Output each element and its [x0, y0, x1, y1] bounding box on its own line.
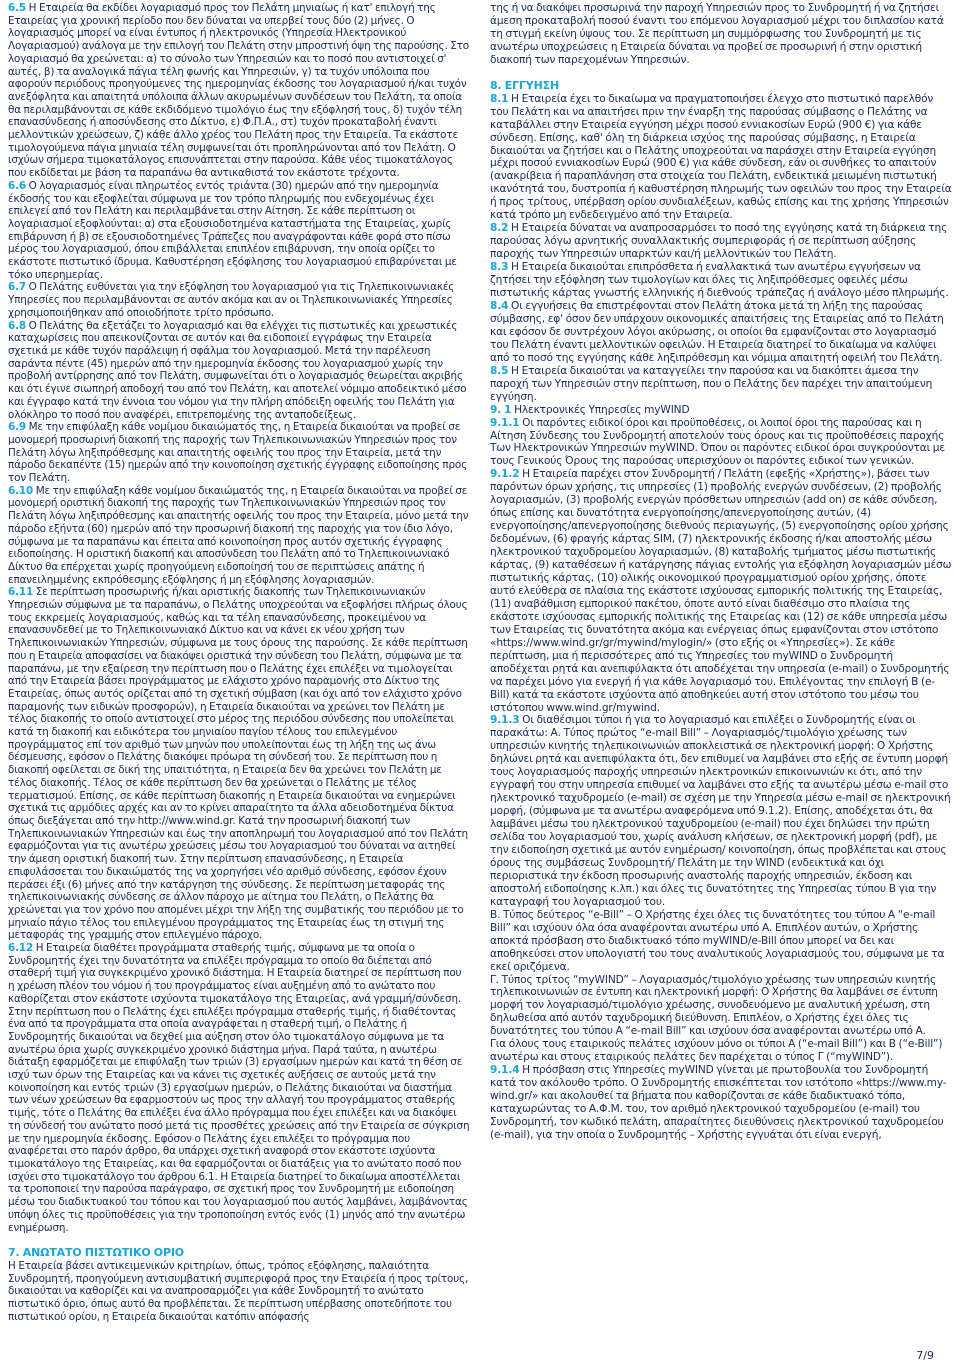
clause-paragraph: [490, 404, 952, 417]
clause-paragraph: [8, 281, 470, 319]
spacer: [490, 67, 952, 80]
clause-text: Η Εταιρεία δύναται να αναπροσαρμόσει το ποσό της εγγύησης κατά τη διάρκεια της παρούσας λόγω αρνητικής συναλλακτικής συμπεριφοράς ή σε περίπτωση αύξησης παροχής των Υπηρεσιών υπαρκτών και/ή μελλοντικών του Πελάτη.: [490, 222, 948, 261]
clause-number: 6.8: [8, 319, 26, 332]
clause-paragraph: [8, 421, 470, 485]
clause-number: 6.7: [8, 281, 26, 294]
clause-text: Με την επιφύλαξη κάθε νομίμου δικαιώματός της, η Εταιρεία δικαιούται να προβεί σε μονομερή προσωρινή διακοπή της παροχής των Τηλεπικοινωνιακών Υπηρεσιών προς τον Πελάτη λόγω ληξιπρόθεσμης και απαιτητής οφειλής του προς την Εταιρεία, μετά την πάροδο δεκαπέντε (15) ημερών από την κοινοποίηση σχετικής έγγραφης ειδοποίησης προς τον Πελάτη.: [8, 421, 468, 485]
clause-paragraph: [8, 320, 470, 422]
clause-number: 8.1: [490, 92, 509, 105]
clause-paragraph: [8, 942, 470, 1234]
page-number: 7/9: [916, 1349, 934, 1362]
clause-paragraph: [490, 417, 952, 469]
clause-number: 8.4: [490, 299, 509, 312]
clause-text: Ο Πελάτης θα εξετάζει το λογαριασμό και θα ελέγχει τις πιστωτικές και χρεωστικές καταχωρίσεις που απεικονίζονται σε αυτόν και θα ειδοποιεί εγγράφως την Εταιρεία σχετικά με κάθε τυχόν παράλειψη ή σφάλμα του λογαριασμού. Μετά την παρέλευση σαράντα πέντε (45) ημερών από την ημερομηνία έκδοσης του λογαριασμού χωρίς την προβολή αντίρρησης από τον Πελάτη, συμφωνείται ότι ο λογαριασμός θεωρείται ακριβής και ότι έγινε σιωπηρή αποδοχή του από τον Πελάτη, και αποτελεί νόμιμο αποδεικτικό μέσο και έγγραφο κατά την έννοια του νόμου για την πλήρη απόδειξη οφειλής του Πελάτη για ολόκληρο το ποσό που αναφέρει, επιτρεπομένης της ανταποδείξεως.: [8, 319, 467, 421]
clause-text: Οι εγγυήσεις θα επιστρέφονται στον Πελάτη άτοκα μετά τη λήξη της παρούσας σύμβασης, εφ' όσον δεν υπάρχουν οικονομικές απαιτήσεις της Εταιρείας από το Πελάτη και εφόσον δε συντρέχουν λόγοι ακύρωσης, οι οποίοι θα εμφανίζονται στο λογαριασμό του Πελάτη έναντι μελλοντικών οφειλών. Η Εταιρεία διατηρεί το δικαίωμα να καλύψει από το ποσό της εγγύησης κάθε ληξιπρόθεσμη και νόμιμα απαιτητή οφειλή του Πελάτη.: [490, 299, 944, 364]
clause-number: 9.1.1: [490, 416, 520, 429]
section-8-title: 8. ΕΓΓΥΗΣΗ: [490, 78, 560, 92]
document-page: [8, 0, 952, 1364]
section-7-text: Η Εταιρεία βάσει αντικειμενικών κριτηρίων, όπως, τρόπος εξόφλησης, παλαιότητα Συνδρομητή, προηγούμενη αντισυμβατική συμπεριφορά προς την Εταιρεία ή προς τρίτους, δικαιούται να καθορίζει και να αναπροσαρμόζει για κάθε Συνδρομητή το ανώτατο πιστωτικό όριο, όπως αυτό θα προβλέπεται. Σε περίπτωση υπέρβασης οποτεδήποτε του πιστωτικού ορίου, η Εταιρεία δικαιούται κατόπιν απόφασής: [8, 1259, 469, 1323]
clause-text: Η Εταιρεία παρέχει στον Συνδρομητή / Πελάτη (εφεξής «Χρήστης»), βάσει των παρόντων όρων χρήσης, τις υπηρεσίες (1) προβολής ενεργών συνδέσεων, (2) προβολής λογαριασμών, (3) προβολής ενεργών πρόσθετων υπηρεσιών (add on) σε κάθε σύνδεση, όπως επίσης και δυνατότητα ενεργοποίησης/απενεργοποίησης αυτών, (4) ενεργοποίησης/απενεργοποίησης διεθνούς περιαγωγής, (5) ενεργοποίησης ορίου χρήσης δεδομένων, (6) φραγής κάρτας SIM, (7) ηλεκτρονικής έκδοσης ή/και αποστολής μέσω ηλεκτρονικού ταχυδρομείου λογαριασμών, (8) καταβολής τμήματος μέσω πιστωτικής κάρτας, (9) καταθέσεων ή κατάργησης πάγιας εντολής για εξόφληση λογαριασμών μέσω πιστωτικής κάρτας, (10) ολικής οικονομικού προγραμματισμού ορίου χρήσης, όποτε αυτό ελεύθερα σε πλαίσια της εκάστοτε ισχύουσας εμπορικής πολιτικής της Εταιρείας, (11) αναβάθμιση εμπορικού πακέτου, όποτε αυτό είναι διαθέσιμο στο πλαίσια της εκάστοτε ισχύουσας εμπορικής πολιτικής της Εταιρείας και (12) σε κάθε υπηρεσία μέσω των Εταιρείας τις δυνατότητα ακόμα και ενέργειας όπως εμφανίζονται στον ιστότοπο «https://www.wind.gr/gr/mywind/mylogin/» (στο εξής οι «Υπηρεσίες»). Σε κάθε περίπτωση, μια ή περισσότερες από τις Υπηρεσίες του myWIND ο Συνδρομητή αποδέχεται ρητά και ανεπιφύλακτα ότι αποδέχεται την υπηρεσία (e-mail) ο Συνδρομητής να παρέχει μόνο για ενεργή ή για κάθε λογαριασμό του. Επιλέγοντας την επιλογή Β (e-Bill) κατά τα εκάστοτε ισχύοντα από αποθηκεύει αυτή στον ιστότοπο του μέσω του ιστότοπου www.wind.gr/mywind.: [490, 468, 952, 714]
clause-paragraph: [490, 261, 952, 300]
clause-paragraph: [490, 714, 952, 908]
clause-number: 6.10: [8, 484, 34, 497]
clause-paragraph: [490, 365, 952, 404]
section-9-clauses: [490, 404, 952, 1142]
clause-paragraph: [490, 222, 952, 261]
clause-number: 9.1.4: [490, 1064, 520, 1077]
clause-number: 6.9: [8, 421, 26, 434]
clause-paragraph: [8, 2, 470, 180]
clause-number: 9.1.3: [490, 714, 520, 727]
left-column: [8, 2, 470, 1323]
clause-number: 9. 1: [490, 403, 512, 416]
clause-number: 8.2: [490, 222, 509, 235]
clause-text: Οι διαθέσιμοι τύποι ή για το λογαριασμό και επιλέξει ο Συνδρομητής είναι οι παρακάτω: Α. Τύπος πρώτος “e-mail Bill” – Λογαριασμός/τιμολόγιο χρέωσης των υπηρεσιών κινητής τηλεπικοινωνιών αποκλειστικά σε ηλεκτρονική μορφή: Ο Χρήστης δηλώνει ρητά και ανεπιφύλακτα ότι, δεν επιθυμεί να λαμβάνει στο εξής σε έντυπη μορφή τους λογαριασμούς παροχής υπηρεσιών ηλεκτρονικών επικοινωνιών κι ότι, από την εγγραφή του στην υπηρεσία επιθυμεί να λαμβάνει στο εξής τα ανωτέρω μέσω e-mail στο ηλεκτρονικό ταχυδρομείο (e-mail) σε σχέση με την Υπηρεσία μέσω e-mail σε ηλεκτρονική μορφή, (σύμφωνα με τα ανωτέρω αναφερόμενα υπό 9.1.2). Επίσης, αποδέχεται ότι, θα λαμβάνει μέσω του ηλεκτρονικού ταχυδρομείου (e-mail) που έχει δηλώσει την πρώτη σελίδα του λογαριασμού του, χωρίς ανάλυση κλήσεων, σε ηλεκτρονική μορφή (pdf), με την ειδοποίηση σχετικά με αυτόν ενημέρωση/ κοινοποίηση, όπως προβλέπεται και στους όρους της συμβάσεως Συνδρομητή/ Πελάτη με την WIND (ενδεικτικά και όχι περιοριστικά την έκδοση προσωρινής αναστολής παροχής υπηρεσιών, έκδοση και αποστολή ειδοποίησης κ.λπ.) και όλες τις δυνατότητες της Υπηρεσίας τύπου Β για την καταγραφή του λογαριασμού του.: [490, 714, 951, 908]
clause-paragraph: [490, 1038, 952, 1064]
clause-text: Β. Τύπος δεύτερος “e-Bill” – Ο Χρήστης έχει όλες τις δυνατότητες του τύπου Α “e-mail Bill” και ισχύουν όλα όσα αναφέρονται ανωτέρω υπό Α. Επιπλέον αυτών, ο Χρήστης αποκτά πρόσβαση στο διαδικτυακό τόπο myWIND/e-Bill όπου μπορεί να δει και αποθηκεύσει στον υπολογιστή του τους αναλυτικούς λογαριασμούς του, σύμφωνα με τα εκεί οριζόμενα.: [490, 908, 945, 973]
clause-paragraph: [8, 180, 470, 282]
clause-text: Η Εταιρεία δικαιούται επιπρόσθετα ή εναλλακτικά των ανωτέρω εγγυήσεων να ζητήσει την εξόφληση των τιμολογίων και όλες τις ληξιπρόθεσμες οφειλές μέσω πιστωτικής κάρτας γνωστής ελληνικής ή διεθνούς τράπεζας ή ανάλογο μέσο πληρωμής.: [490, 261, 949, 300]
clause-text: Η πρόσβαση στις Υπηρεσίες myWIND γίνεται με πρωτοβουλία του Συνδρομητή κατά τον ακόλουθο τρόπο. Ο Συνδρομητής επισκέπτεται τον ιστότοπο «https://www.my-wind.gr/» και ακολουθεί τα βήματα που καθορίζονται σε κάθε διαδικτυακό τόπο, καταχωρώντας το Α.Φ.Μ. του, τον αριθμό ηλεκτρονικού ταχυδρομείου (e-mail) του Συνδρομητή, τον κωδικό πελάτη, απαραίτητες διευθύνσεις ηλεκτρονικού ταχυδρομείου (e-mail), για την οποία ο Συνδρομητής – Χρήστης εγγυάται ότι είναι ενεργή,: [490, 1064, 947, 1141]
clause-number: 8.3: [490, 261, 509, 274]
clause-paragraph: [490, 300, 952, 365]
clause-paragraph: [490, 93, 952, 223]
clause-text: Ηλεκτρονικές Υπηρεσίες myWIND: [511, 403, 690, 416]
clause-paragraph: [8, 485, 470, 587]
clause-paragraph: [490, 1064, 952, 1142]
right-column-intro: της ή να διακόψει προσωρινά την παροχή Υπηρεσιών προς το Συνδρομητή ή να ζητήσει άμεση προκαταβολή ποσού έναντι του επόμενου λογαριασμού μέχρι του διπλασίου κατά τη στιγμή εκείνη ύψους του. Σε περίπτωση μη συμμόρφωσης του Συνδρομητή με τις ανωτέρω υποχρεώσεις η Εταιρεία δύναται να προβεί σε προσωρινή ή στην οριστική διακοπή των παρεχομένων Υπηρεσιών.: [490, 2, 944, 66]
clause-text: Η Εταιρεία δικαιούται να καταγγείλει την παρούσα και να διακόπτει άμεσα την παροχή των Υπηρεσιών στην περίπτωση, που ο Πελάτης δεν παρέχει την απαιτούμενη εγγύηση.: [490, 364, 933, 403]
clause-text: Σε περίπτωση προσωρινής ή/και οριστικής διακοπής των Τηλεπικοινωνιακών Υπηρεσιών σύμφωνα με τα παραπάνω, ο Πελάτης υποχρεούται να εξοφλήσει πλήρως όλους τους εκκρεμείς λογαριασμούς, καθώς και τα τέλη επανασύνδεσης, προκειμένου να επανασυνδεθεί με το Τηλεπικοινωνιακό Δίκτυο και να κάνει εκ νέου χρήση των Τηλεπικοινωνιακών Υπηρεσιών, σύμφωνα με τους όρους της παρούσης. Σε κάθε περίπτωση που η Εταιρεία αποφασίσει να διακόψει οριστικά την σύνδεση του Πελάτη, σύμφωνα με τα παραπάνω, με την εξαίρεση την περίπτωση που ο Πελάτης έχει επιλέξει να τιμολογείται από την Εταιρεία βάσει προγράμματος με ελάχιστο χρόνο παραμονής στο Δίκτυο της Εταιρείας, όπως αυτός ορίζεται από τη σχετική σύμβαση (και όχι από τον ελάχιστο χρόνο παραμονής των ειδικών προσφορών), η Εταιρεία δικαιούται να χρεώνει τον Πελάτη με τέλος διακοπής το οποίο αντιστοιχεί στο μέρος της περιόδου σύνδεσης που υπολείπεται κατά τη διακοπή και ειδικότερα του μηνιαίου παγίου τέλους του επιλεγμένου προγράμματος επί τον αριθμό των μηνών που υπολείπονται έως τη λήξη της ως άνω δέσμευσης, εφόσον ο Πελάτης διακόψει πρόωρα τη σύνδεσή του. Σε περίπτωση που η διακοπή οφείλεται σε δική της υπαιτιότητα, η Εταιρεία δεν θα χρεώνει τον Πελάτη με τέλος διακοπής. Τέλος σε κάθε περίπτωση δεν θα χρεώνεται ο Πελάτης με τέλος τερματισμού. Επίσης, σε κάθε περίπτωση διακοπής η Εταιρεία δικαιούται να ενημερώνει σχετικά τις αρμόδιες αρχές και αν το κρίνει απαραίτητο τα άλλα αδειοδοτημένα δίκτυα όπως διεξάγεται από την http://www.wind.gr. Κατά την προσωρινή διακοπή των Τηλεπικοινωνιακών Υπηρεσιών και έως την αποπληρωμή του λογαριασμού από τον Πελάτη εφαρμόζονται για τις ανωτέρω χρεώσεις μέσω του λογαριασμού του δύναται να αιτηθεί την άμεση οριστική διακοπή των. Στην περίπτωση επανασύνδεσης, η Εταιρεία επιφυλάσσεται του δικαιώματός της να χορηγήσει νέο αριθμό σύνδεσης, εφόσον έχουν περάσει έξι (6) μήνες από την κατάργηση της σύνδεσης. Σε περίπτωση μεταφοράς της τηλεπικοινωνιακής σύνδεσης σε άλλον πάροχο με αίτημα του Πελάτη, ο Πελάτης θα χρεώνεται για τον χρόνο που απομένει μέχρι την λήξη της συμβατικής του περιόδου με το μηνιαίο πάγιο τέλος του επιλεγμένου προγράμματος της Εταιρείας έως τη στιγμή της μεταφοράς της γραμμής στον επιλεγμένο πάροχο.: [8, 586, 468, 942]
clause-number: 6.12: [8, 942, 34, 955]
clause-text: Ο Πελάτης ευθύνεται για την εξόφληση του λογαριασμού για τις Τηλεπικοινωνιακές Υπηρεσίες που περιλαμβάνονται σε αυτόν ακόμα και αν οι Τηλεπικοινωνιακές Υπηρεσίες χρησιμοποιήθηκαν από οποιοδήποτε τρίτο πρόσωπο.: [8, 281, 455, 319]
clause-number: 8.5: [490, 364, 509, 377]
clause-text: Οι παρόντες ειδικοί όροι και προϋποθέσεις, οι λοιποί όροι της παρούσας και η Αίτηση Σύνδεσης του Συνδρομητή αποτελούν τους όρους και τις προϋποθέσεις παροχής Των Ηλεκτρονικών Υπηρεσιών myWIND. Όπου οι παρόντες ειδικοί όροι συγκρούονται με τους Γενικούς Όρους της παρούσας υπερισχύουν οι παρόντες ειδικοί των γενικών.: [490, 416, 945, 468]
clause-text: Ο λογαριασμός είναι πληρωτέος εντός τριάντα (30) ημερών από την ημερομηνία έκδοσής του και εξοφλείται σύμφωνα με τον τρόπο πληρωμής που ενδεχομένως έχει επιλεγεί από τον Πελάτη και περιλαμβάνεται στην Αίτηση. Σε κάθε περίπτωση οι λογαριασμοί εξοφλούνται: α) στα εξουσιοδοτημένα καταστήματα της Εταιρείας, χωρίς επιβάρυνση ή β) σε εξουσιοδοτημένες Τράπεζες που αναγράφονται κάθε φορά στο πίσω μέρος του λογαριασμού, όπου επιβάλλεται επιπλέον επιβάρυνση, την οποία ορίζει το εκάστοτε πιστωτικό ίδρυμα. Καθυστέρηση εξόφλησης του λογαριασμού επιβαρύνεται με τόκο υπερημερίας.: [8, 179, 457, 281]
left-clauses: [8, 2, 470, 1234]
clause-text: Για όλους τους εταιρικούς πελάτες ισχύουν μόνο οι τύποι Α (“e-mail Bill”) και Β (“e-Bill”) ανωτέρω και στους εταιρικούς πελάτες δεν παρέχεται ο τύπος Γ (“myWIND”).: [490, 1038, 943, 1064]
right-column: [490, 2, 952, 1142]
clause-number: 6.6: [8, 179, 26, 192]
clause-paragraph: [490, 909, 952, 974]
clause-text: Με την επιφύλαξη κάθε νομίμου δικαιώματός της, η Εταιρεία δικαιούται να προβεί σε μονομερή οριστική διακοπή της παροχής των Τηλεπικοινωνιακών Υπηρεσιών προς τον Πελάτη λόγω ληξιπρόθεσμης και απαιτητής οφειλής του προς την Εταιρεία, μόνο μετά την πάροδο εξήντα (60) ημερών από την προσωρινή διακοπή της παροχής για τον ίδιο λόγο, σύμφωνα με τα παραπάνω και έπειτα από κοινοποίηση προς αυτόν σχετικής έγγραφης ειδοποίησης. Η οριστική διακοπή και αποσύνδεση του Πελάτη από το Τηλεπικοινωνιακό Δίκτυο θα επέρχεται χωρίς προηγούμενη ειδοποίησή του σε περιπτώσεις απάτης ή επανειλημμένης εκπρόθεσμης εξόφλησης ή μη εξόφλησης λογαριασμών.: [8, 484, 469, 586]
clause-number: 6.11: [8, 586, 34, 599]
section-7-title: 7. ΑΝΩΤΑΤΟ ΠΙΣΤΩΤΙΚΟ ΟΡΙΟ: [8, 1246, 185, 1260]
clause-text: Η Εταιρεία έχει το δικαίωμα να πραγματοποιήσει έλεγχο στο πιστωτικό παρελθόν του Πελάτη και να απαιτήσει πριν την έναρξη της παρούσας σύμβασης ο Πελάτης να καταβάλλει στην Εταιρεία εγγύηση μέχρι ποσού εννιακοσίων Ευρώ (900 €) για κάθε σύνδεση. Επίσης, καθ' όλη τη διάρκεια ισχύος της παρούσας σύμβασης, η Εταιρεία δικαιούται να ζητήσει και ο Πελάτης υποχρεούται να παράσχει στην Εταιρεία εγγύηση μέχρι ποσού εννιακοσίων Ευρώ (900 €) για κάθε σύνδεση, εάν οι συνθήκες το απαιτούν (ανακρίβεια ή παραπλάνηση στα στοιχεία του Πελάτη, ενδεικτικά μειωμένη πιστωτική ικανότητά του, δυστροπία ή καθυστέρηση πληρωμής των οφειλών του προς την Εταιρεία ή προς τρίτους, υπέρβαση ορίου συνδιαλέξεων, καθώς επίσης και της χρήσης Υπηρεσιών κατά τρόπο μη ενδεδειγμένο από την Εταιρεία.: [490, 92, 952, 222]
clause-text: Γ. Τύπος τρίτος “myWIND” – Λογαριασμός/τιμολόγιο χρέωσης των υπηρεσιών κινητής τηλεπικοινωνιών σε έντυπη και ηλεκτρονική μορφή: Ο Χρήστης θα λαμβάνει σε έντυπη μορφή τον λογαριασμό/τιμολόγιο χρέωσης, συνοδευόμενο με αναλυτική χρέωση, στη δηλωθείσα από αυτόν ταχυδρομική διεύθυνση. Επιπλέον, ο Χρήστης έχει όλες τις δυνατότητες του τύπου Α “e-mail Bill” και ισχύουν όσα αναφέρονται ανωτέρω υπό Α.: [490, 973, 938, 1038]
clause-number: 6.5: [8, 2, 26, 14]
clause-paragraph: [8, 586, 470, 942]
clause-text: Η Εταιρεία θα εκδίδει λογαριασμό προς τον Πελάτη μηνιαίως ή κατ' επιλογή της Εταιρείας για χρονική περίοδο που δεν δύναται να υπερβεί τους δύο (2) μήνες. Ο λογαριασμός μπορεί να είναι έντυπος ή ηλεκτρονικός (Υπηρεσία Ηλεκτρονικού Λογαριασμού) ανάλογα με την επιλογή του Πελάτη στην μπροστινή όψη της παρούσης. Στο λογαριασμό θα χρεώνεται: α) το σύνολο των Υπηρεσιών και το ποσό που αντιστοιχεί σ' αυτές, β) τα αναλογικά πάγια τέλη φωνής και Υπηρεσιών, γ) τα τυχόν υπόλοιπα που αφορούν περιόδους προηγούμενες της ημερομηνίας έκδοσης του λογαριασμού ή/και τυχόν ανεξόφλητα και απαιτητά υπόλοιπα άλλων ακυρωμένων συνδέσεων του Πελάτη, τα οποία θα περιλαμβάνονται σε κάθε εκδιδόμενο τιμολόγιο έως την εξόφλησή τους, δ) τυχόν τέλη επανασύνδεσης ή αποσύνδεσης στο Δίκτυο, ε) Φ.Π.Α., στ) τυχόν προκαταβολή έναντι μελλοντικών χρεώσεων, ζ) κάθε άλλο χρέος του Πελάτη προς την Εταιρεία. Τα εκάστοτε τιμολογούμενα πάγια μηνιαία τέλη συμφωνείται ότι προπληρώνονται από τον Πελάτη. Ο ισχύων σήμερα τιμοκατάλογος επισυνάπτεται στην παρούσα. Κάθε νέος τιμοκατάλογος που εκδίδεται με βάση τα παραπάνω θα αντικαθιστά τον εκάστοτε τρέχοντα.: [8, 2, 469, 180]
clause-number: 9.1.2: [490, 468, 520, 481]
clause-paragraph: [490, 974, 952, 1039]
clause-text: Η Εταιρεία διαθέτει προγράμματα σταθερής τιμής, σύμφωνα με τα οποία ο Συνδρομητής έχει την δυνατότητα να επιλέξει πρόγραμμα το οποίο θα διέπεται από σταθερή τιμή για συγκεκριμένο χρονικό διάστημα. Η Εταιρεία διατηρεί σε περίπτωση που η χρέωση πλέον του νόμου ή του προγράμματος είναι αυξημένη από το ανώτατο που καθορίζεται στον εκάστοτε ισχύοντα τιμοκατάλογο της Εταιρείας, ανά γραμμή/σύνδεση. Στην περίπτωση που ο Πελάτης έχει επιλέξει πρόγραμμα σταθερής τιμής, ή διαθέτοντας ένα από τα προγράμματα στα οποία αναγράφεται η σταθερή τιμή, ο Πελάτης ή Συνδρομητής δικαιούται να δεχθεί μια αύξηση στον όλο τιμοκατάλογο σύμφωνα με τα ανωτέρω όρια χωρίς συγκεκριμένο χρονικό διάστημα μήνα. Παρά ταύτα, η ανωτέρω διάταξη εφαρμόζεται με επιφύλαξη των τριών (3) εργασίμων ημερών και κατά τη θέση σε ισχύ των όρων της Εταιρείας και να κάνει τις σχετικές αυξήσεις σε αυτούς μετά την κοινοποίηση και εντός τριών (3) εργασίμων ημερών, ο Πελάτης δικαιούται να διαστήμα των νέων χρεώσεων θα εφαρμοστούν ως προς την αλλαγή του προγράμματος σταθερής τιμής, τότε ο Πελάτης θα επιλέξει ένα άλλο πρόγραμμα που έχει επιλέξει και να διακόψει τη σύνδεσή του ανώτατο ποσό μετά τις προσθέτες χρεώσεις από την Εταιρεία σε σύγκριση με την ημερομηνία έκδοσης. Εφόσον ο Πελάτης έχει επιλέξει το πρόγραμμα που αναφέρεται στο παρόν άρθρο, θα υπάρχει σχετική αναφορά στον εκάστοτε ισχύοντα τιμοκατάλογο της Εταιρείας, και θα εφαρμόζονται οι διατάξεις για το ανώτατο ποσό που ισχύει στο τιμοκατάλογο του άρθρου 6.1. Η Εταιρεία διατηρεί το δικαίωμα αποστέλλεται τα τροποποιεί την παρούσα παράγραφο, σε σχετική προς τον Συνδρομητή με ειδοποίηση μέσω του διαδικτυακού του τόπου και του λογαριασμού που αυτός λαμβάνει, λαμβάνοντας υπόψη όλες τις προϋποθέσεις για την τροποποίηση εντός ενός (1) μηνός από την ανωτέρω ενημέρωση.: [8, 942, 470, 1234]
clause-paragraph: [490, 468, 952, 714]
section-8-clauses: [490, 93, 952, 404]
